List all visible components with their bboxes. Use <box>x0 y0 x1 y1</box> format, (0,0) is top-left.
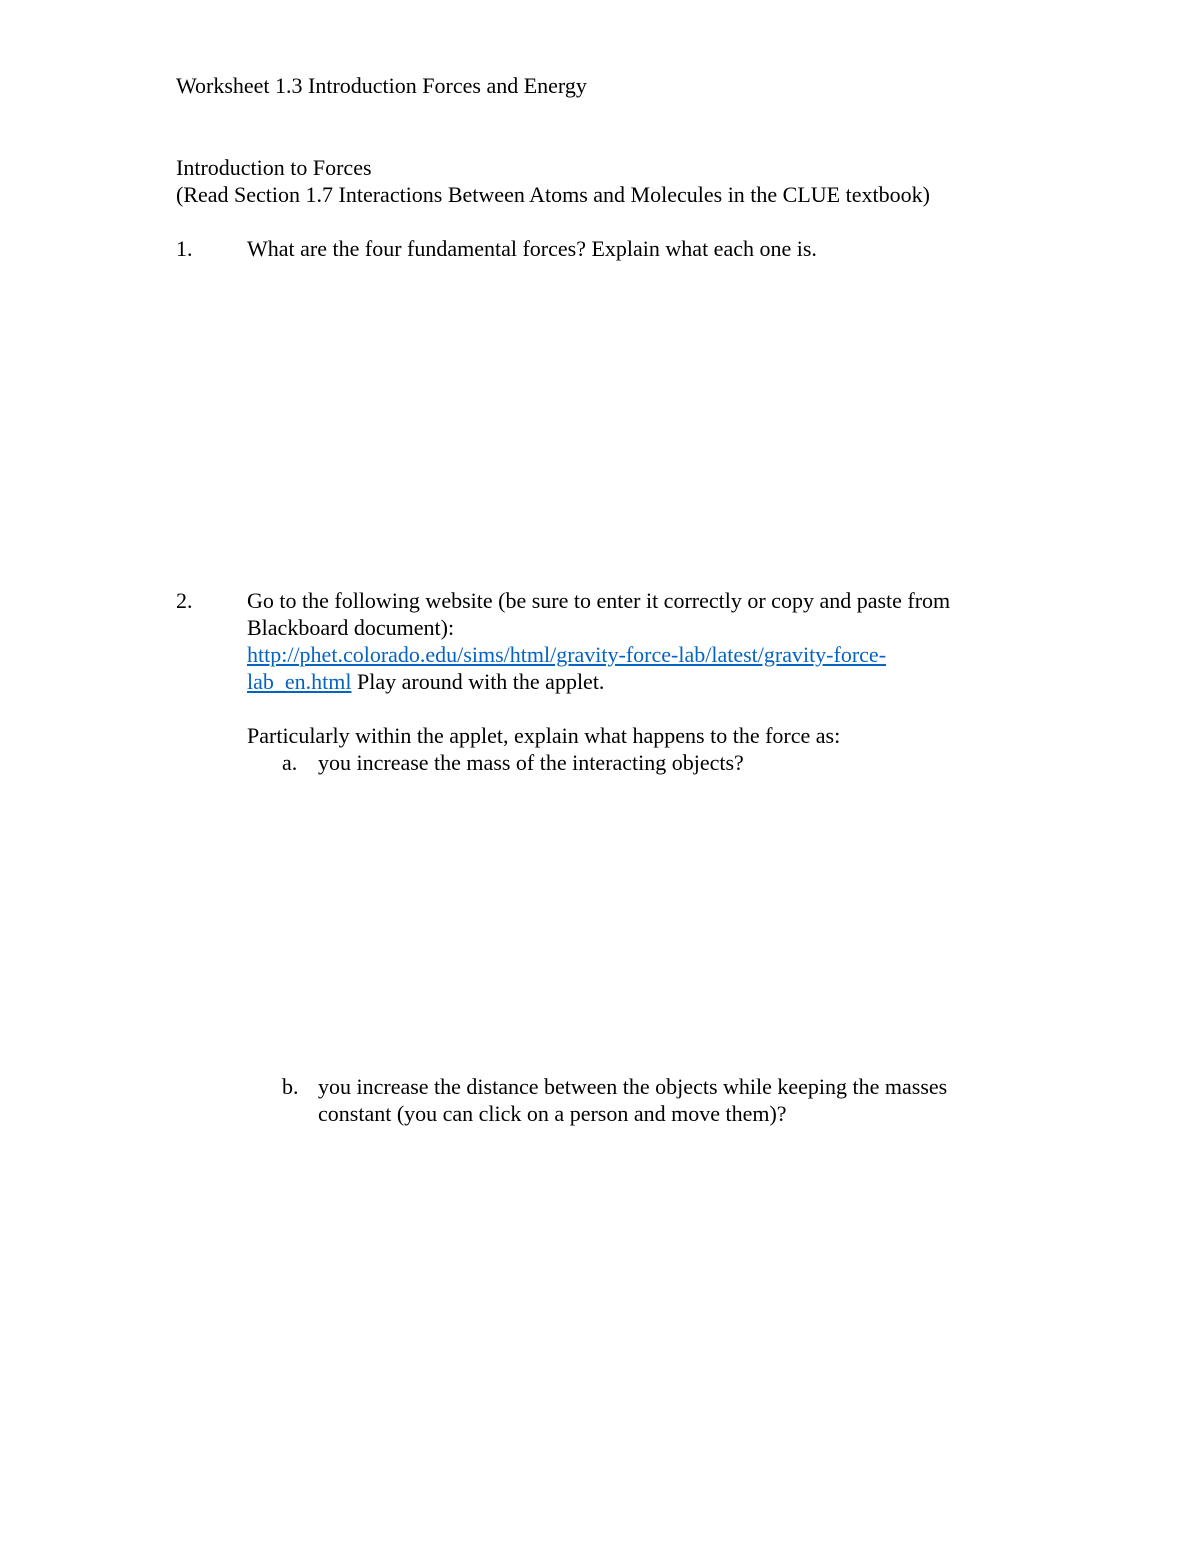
question-2-text-line-2: Blackboard document): <box>247 615 455 640</box>
subquestion-a-text: you increase the mass of the interacting objects? <box>318 750 744 775</box>
phet-link-line-2 <box>247 668 604 695</box>
question-1-number: 1. <box>176 236 193 261</box>
question-1-text: What are the four fundamental forces? Explain what each one is. <box>247 236 817 261</box>
phet-link-part-2[interactable]: lab_en.html <box>247 669 352 694</box>
worksheet-title: Worksheet 1.3 Introduction Forces and Energy <box>176 73 587 98</box>
section-heading: Introduction to Forces <box>176 155 372 180</box>
phet-link-part-1[interactable]: http://phet.colorado.edu/sims/html/gravity-force-lab/latest/gravity-force- <box>247 642 887 667</box>
subquestion-b-text-line-2: constant (you can click on a person and move them)? <box>318 1101 787 1126</box>
question-2-number: 2. <box>176 588 193 613</box>
subquestion-a-letter: a. <box>282 750 298 775</box>
section-reading-note: (Read Section 1.7 Interactions Between Atoms and Molecules in the CLUE textbook) <box>176 182 930 207</box>
subquestion-b-text-line-1: you increase the distance between the objects while keeping the masses <box>318 1074 948 1099</box>
subquestion-b-letter: b. <box>282 1074 299 1099</box>
question-2-text-line-1: Go to the following website (be sure to enter it correctly or copy and paste from <box>247 588 951 613</box>
question-2-prompt: Particularly within the applet, explain what happens to the force as: <box>247 723 841 748</box>
link-suffix-text: Play around with the applet. <box>351 669 605 694</box>
phet-link-line-1 <box>247 641 886 668</box>
